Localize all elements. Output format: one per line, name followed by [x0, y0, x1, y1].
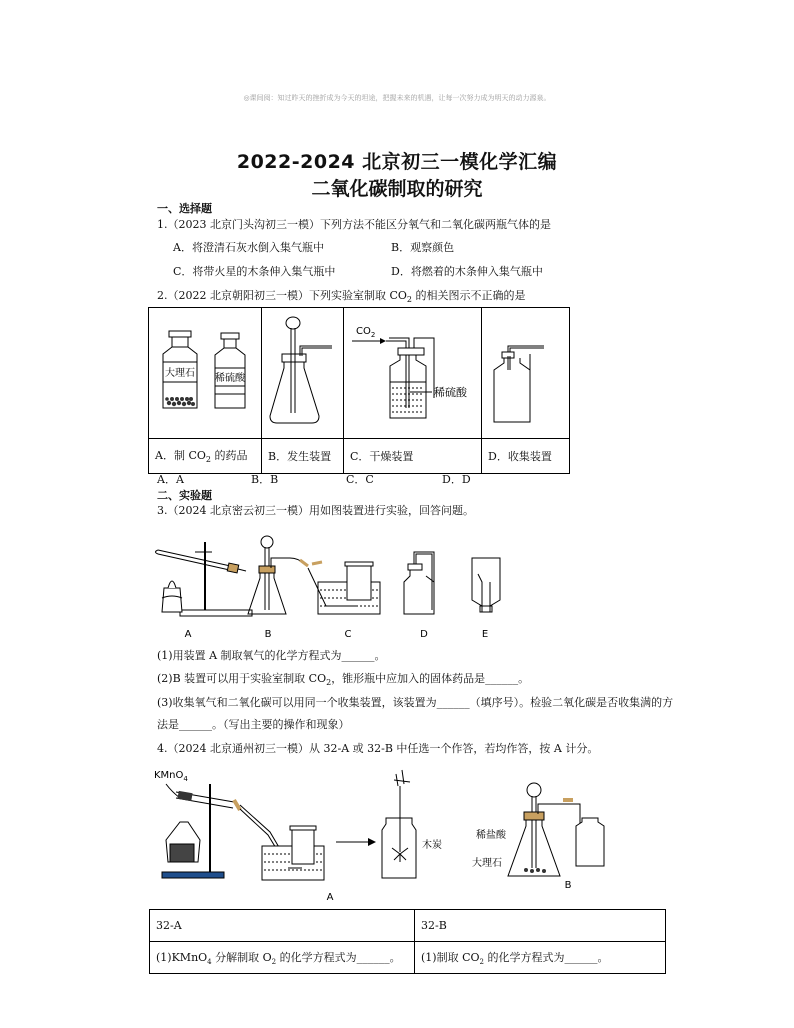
q4-cell-b1: (1)制取 $CO_2$ 的化学方程式为______。	[415, 942, 666, 974]
section-experiment-heading: 二、实验题	[157, 489, 212, 502]
marble-label: 大理石	[165, 368, 195, 379]
marble-label-q4: 大理石	[472, 858, 502, 869]
q1-option-d: D．将燃着的木条伸入集气瓶中	[391, 265, 543, 278]
q2-option-d: D．D	[442, 473, 471, 486]
q3-part3b: 法是______。（写出主要的操作和现象）	[157, 718, 350, 731]
apparatus-b	[248, 536, 308, 614]
q1-stem: 1.（2023 北京门头沟初三一模）下列方法不能区分氧气和二氧化碳两瓶气体的是	[157, 218, 551, 231]
q2-fig-d	[482, 308, 570, 439]
q2-fig-b	[262, 308, 344, 439]
q2-fig-c	[344, 308, 482, 439]
label-c: C	[344, 629, 352, 640]
acid-label: 稀硫酸	[215, 373, 245, 384]
label-q4-b: B	[564, 880, 572, 891]
q3-apparatus	[150, 522, 510, 642]
apparatus-c	[308, 562, 380, 614]
charcoal-label: 木炭	[422, 840, 442, 851]
q2-caption-a: A．制 $CO_2$ 的药品	[149, 439, 262, 474]
co2-label: $CO_2$	[356, 326, 376, 339]
q4-header-a: 32-A	[150, 910, 415, 942]
q2-caption-c: C．干燥装置	[344, 439, 482, 474]
q2-caption-b: B．发生装置	[262, 439, 344, 474]
q1-option-c: C．将带火星的木条伸入集气瓶中	[173, 265, 336, 278]
acid2-label: 稀硫酸	[434, 386, 467, 399]
q1-option-b: B．观察颜色	[391, 241, 455, 254]
watermark: ◎课间阅：知过昨天的挫折成为今天的坦途，把握未来的机遇，让每一次努力成为明天的动力源泉。	[243, 94, 551, 102]
label-b: B	[264, 629, 272, 640]
q3-part3a: (3)收集氧气和二氧化碳可以用同一个收集装置，该装置为______（填序号）。检验二氧化碳是否收集满的方	[157, 696, 674, 709]
q3-part2: (2)B 装置可以用于实验室制取 $CO_2$，锥形瓶中应加入的固体药品是______。	[157, 672, 530, 688]
label-d: D	[420, 629, 428, 640]
label-q4-a: A	[326, 892, 334, 902]
label-e: E	[481, 629, 489, 640]
section-choice-heading: 一、选择题	[157, 202, 212, 215]
q2-option-c: C．C	[346, 473, 374, 486]
q3-stem: 3.（2024 北京密云初三一模）用如图装置进行实验，回答问题。	[157, 504, 474, 517]
apparatus-e	[472, 558, 500, 612]
q4-header-b: 32-B	[415, 910, 666, 942]
q2-fig-a	[149, 308, 262, 439]
q4-apparatus	[150, 762, 620, 902]
kmno4-label: KMnO$_4$	[154, 770, 188, 783]
q2-option-b: B．B	[251, 473, 279, 486]
apparatus-a	[156, 542, 253, 616]
q1-option-a: A．将澄清石灰水倒入集气瓶中	[173, 241, 324, 254]
q2-figure-table	[148, 307, 570, 474]
apparatus-d	[404, 552, 434, 614]
q2-caption-d: D．收集装置	[482, 439, 570, 474]
page-subtitle: 二氧化碳制取的研究	[311, 178, 483, 200]
page-title: 2022-2024 北京初三一模化学汇编	[236, 151, 558, 173]
hcl-label: 稀盐酸	[476, 830, 506, 841]
q3-part1: (1)用装置 A 制取氧气的化学方程式为______。	[157, 649, 386, 662]
q2-stem: 2.（2022 北京朝阳初三一模）下列实验室制取 $CO_2$ 的相关图示不正确的是	[157, 289, 526, 305]
q4-cell-a1: (1)KMnO$_4$ 分解制取 $O_2$ 的化学方程式为______。	[150, 942, 415, 974]
q4-answer-table	[149, 909, 666, 974]
q2-option-a: A．A	[157, 473, 184, 486]
label-a: A	[184, 629, 192, 640]
q4-stem: 4.（2024 北京通州初三一模）从 32-A 或 32-B 中任选一个作答，若均作答，按 A 计分。	[157, 742, 599, 755]
